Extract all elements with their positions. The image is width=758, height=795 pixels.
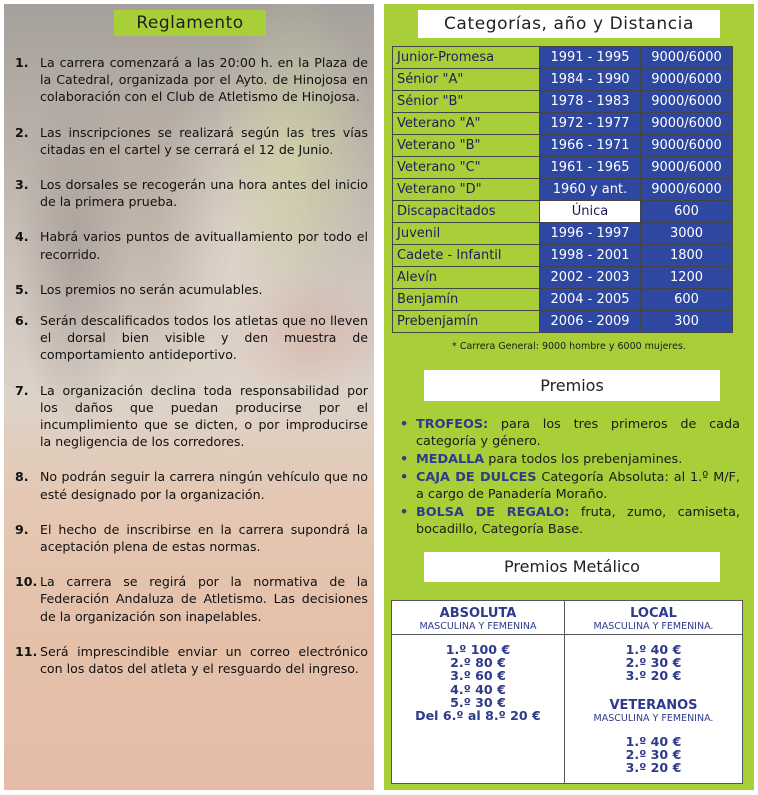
rules-list — [12, 54, 368, 677]
table-row — [393, 157, 733, 179]
categorias-table — [392, 46, 733, 333]
categorias-title: Categorías, año y Distancia — [418, 10, 720, 38]
rule-item — [12, 521, 368, 555]
table-row — [393, 201, 733, 223]
category-distance: 9000/6000 — [641, 69, 733, 91]
header-divider — [392, 634, 742, 635]
bullet-icon: • — [400, 452, 409, 467]
prize-label: TROFEOS: — [416, 417, 489, 432]
category-distance: 9000/6000 — [641, 47, 733, 69]
category-name: Discapacitados — [393, 201, 540, 223]
rule-number: 8. — [15, 469, 29, 485]
rule-number: 1. — [15, 55, 29, 70]
premios-metalico-title: Premios Metálico — [424, 552, 720, 582]
veteranos-prizes — [565, 735, 742, 775]
rule-item — [12, 468, 368, 502]
prize-amount: 2.º 30 € — [625, 747, 682, 763]
table-row — [393, 113, 733, 135]
category-distance: 1800 — [641, 245, 733, 267]
rule-number: 10. — [15, 574, 38, 590]
category-distance: 1200 — [641, 267, 733, 289]
category-name: Sénior "B" — [393, 91, 540, 113]
local-subtitle: MASCULINA Y FEMENINA. — [593, 621, 714, 632]
prize-amount: 5.º 30 € — [450, 694, 506, 710]
table-row — [393, 223, 733, 245]
bullet-icon: • — [400, 470, 409, 485]
table-row — [393, 47, 733, 69]
reglamento-panel — [4, 4, 374, 790]
category-name: Veterano "C" — [393, 157, 540, 179]
category-name: Benjamín — [393, 289, 540, 311]
category-years: 1998 - 2001 — [540, 245, 641, 267]
table-row — [393, 289, 733, 311]
category-name: Juvenil — [393, 223, 540, 245]
rule-number: 7. — [15, 382, 29, 398]
rule-text: La carrera comenzará a las 20:00 h. en la Plaza de la Catedral, organizada por el Ayto. de Hinojosa en colaboración con el Club de Atletismo de Hinojosa. — [40, 55, 368, 105]
prize-amount: 2.º 80 € — [450, 655, 506, 671]
rule-text: La carrera se regirá por la normativa de la Federación Andaluza de Atletismo. Las decisiones de la organización son inapelables. — [40, 574, 368, 624]
prize-amount: 4.º 40 € — [450, 681, 506, 697]
prize-amount: Del 6.º al 8.º 20 € — [415, 708, 541, 724]
bullet-icon: • — [400, 505, 409, 520]
category-years: 2004 - 2005 — [540, 289, 641, 311]
table-row — [393, 91, 733, 113]
prize-amount: 3.º 60 € — [450, 668, 506, 684]
local-prizes — [565, 643, 742, 683]
prize-text: Categoría Absoluta: al 1.º M/F, a cargo de Panadería Moraño. — [416, 470, 740, 502]
category-distance: 600 — [641, 289, 733, 311]
category-distance: 9000/6000 — [641, 113, 733, 135]
rule-text: La organización declina toda responsabilidad por los daños que puedan producirse por el incumplimiento que se dicten, o por improducirse la negligencia de los corredores. — [40, 382, 368, 450]
prize-amount: 1.º 100 € — [445, 642, 511, 657]
prize-text: fruta, zumo, camiseta, bocadillo, Categoría Base. — [416, 505, 740, 537]
category-name: Alevín — [393, 267, 540, 289]
category-distance: 9000/6000 — [641, 157, 733, 179]
absoluta-subtitle: MASCULINA Y FEMENINA — [419, 621, 537, 632]
rule-number: 4. — [15, 229, 29, 245]
prize-amount: 3.º 20 € — [625, 760, 682, 776]
rule-item — [12, 124, 368, 158]
premios-metalico-box — [391, 600, 743, 784]
category-years: 1984 - 1990 — [540, 69, 641, 91]
category-years: 2006 - 2009 — [540, 311, 641, 333]
table-row — [393, 267, 733, 289]
category-name: Prebenjamín — [393, 311, 540, 333]
table-row — [393, 69, 733, 91]
category-distance: 3000 — [641, 223, 733, 245]
veteranos-title: VETERANOS — [609, 698, 698, 713]
rule-text: Las inscripciones se realizará según las tres vías citadas en el cartel y se cerrará el 12 de Junio. — [40, 124, 368, 157]
rule-text: Los premios no serán acumulables. — [40, 281, 263, 297]
premios-title: Premios — [424, 370, 720, 401]
table-row — [393, 311, 733, 333]
rule-item — [12, 312, 368, 364]
category-name: Cadete - Infantil — [393, 245, 540, 267]
veteranos-header — [565, 698, 742, 725]
rule-item — [12, 643, 368, 677]
prize-item — [398, 469, 740, 503]
category-distance: 9000/6000 — [641, 135, 733, 157]
category-name: Junior-Promesa — [393, 47, 540, 69]
carrera-general-note: * Carrera General: 9000 hombre y 6000 mujeres. — [452, 341, 686, 352]
absoluta-prizes — [392, 643, 564, 722]
category-distance: 600 — [641, 201, 733, 223]
rule-number: 5. — [15, 281, 29, 297]
prize-text: para todos los prebenjamines. — [484, 452, 683, 467]
rule-item — [12, 176, 368, 210]
category-name: Veterano "A" — [393, 113, 540, 135]
prize-label: BOLSA DE REGALO: — [416, 505, 570, 520]
category-years: 1991 - 1995 — [540, 47, 641, 69]
rule-text: Será imprescindible enviar un correo electrónico con los datos del atleta y el resguardo del ingreso. — [40, 643, 368, 677]
prize-amount: 2.º 30 € — [625, 655, 682, 671]
category-distance: 300 — [641, 311, 733, 333]
rule-number: 9. — [15, 521, 29, 537]
prize-amount: 1.º 40 € — [625, 642, 682, 657]
table-row — [393, 179, 733, 201]
rule-text: Habrá varios puntos de avituallamiento por todo el recorrido. — [40, 229, 368, 262]
prize-label: MEDALLA — [416, 452, 485, 467]
prize-item — [398, 504, 740, 538]
prize-item — [398, 451, 740, 468]
category-years: 1961 - 1965 — [540, 157, 641, 179]
rule-item — [12, 382, 368, 451]
category-name: Veterano "D" — [393, 179, 540, 201]
rule-item — [12, 54, 368, 106]
prize-amount: 1.º 40 € — [625, 734, 682, 749]
veteranos-subtitle: MASCULINA Y FEMENINA. — [593, 713, 714, 724]
rule-text: Los dorsales se recogerán una hora antes del inicio de la primera prueba. — [40, 177, 368, 210]
category-years: 1972 - 1977 — [540, 113, 641, 135]
reglamento-title: Reglamento — [114, 10, 266, 36]
category-years: 1960 y ant. — [540, 179, 641, 201]
rule-item — [12, 228, 368, 262]
rule-number: 3. — [15, 177, 29, 193]
bullet-icon: • — [400, 417, 409, 432]
absoluta-header — [392, 606, 564, 633]
absoluta-title: ABSOLUTA — [439, 606, 517, 621]
premios-list — [398, 416, 740, 539]
prize-text: para los tres primeros de cada categoría y género. — [416, 417, 740, 449]
category-name: Sénior "A" — [393, 69, 540, 91]
local-header — [565, 606, 742, 633]
rule-item — [12, 573, 368, 625]
local-title: LOCAL — [630, 606, 677, 621]
prize-item — [398, 416, 740, 450]
rule-number: 2. — [15, 124, 29, 140]
prize-amount: 3.º 20 € — [625, 668, 682, 684]
rule-number: 11. — [15, 643, 38, 659]
info-panel — [384, 4, 754, 790]
category-years: 2002 - 2003 — [540, 267, 641, 289]
category-distance: 9000/6000 — [641, 179, 733, 201]
rule-number: 6. — [15, 313, 29, 329]
prize-label: CAJA DE DULCES — [416, 470, 537, 485]
category-years: 1966 - 1971 — [540, 135, 641, 157]
table-row — [393, 135, 733, 157]
rule-text: Serán descalificados todos los atletas que no lleven el dorsal bien visible y den muestra de comportamiento antideportivo. — [40, 313, 368, 363]
category-years: 1978 - 1983 — [540, 91, 641, 113]
category-name: Veterano "B" — [393, 135, 540, 157]
category-years: 1996 - 1997 — [540, 223, 641, 245]
category-distance: 9000/6000 — [641, 91, 733, 113]
rule-item — [12, 281, 368, 298]
rule-text: El hecho de inscribirse en la carrera supondrá la aceptación plena de estas normas. — [40, 521, 368, 555]
rule-text: No podrán seguir la carrera ningún vehículo que no esté designado por la organización. — [40, 469, 368, 502]
category-years: Única — [540, 201, 641, 223]
table-row — [393, 245, 733, 267]
